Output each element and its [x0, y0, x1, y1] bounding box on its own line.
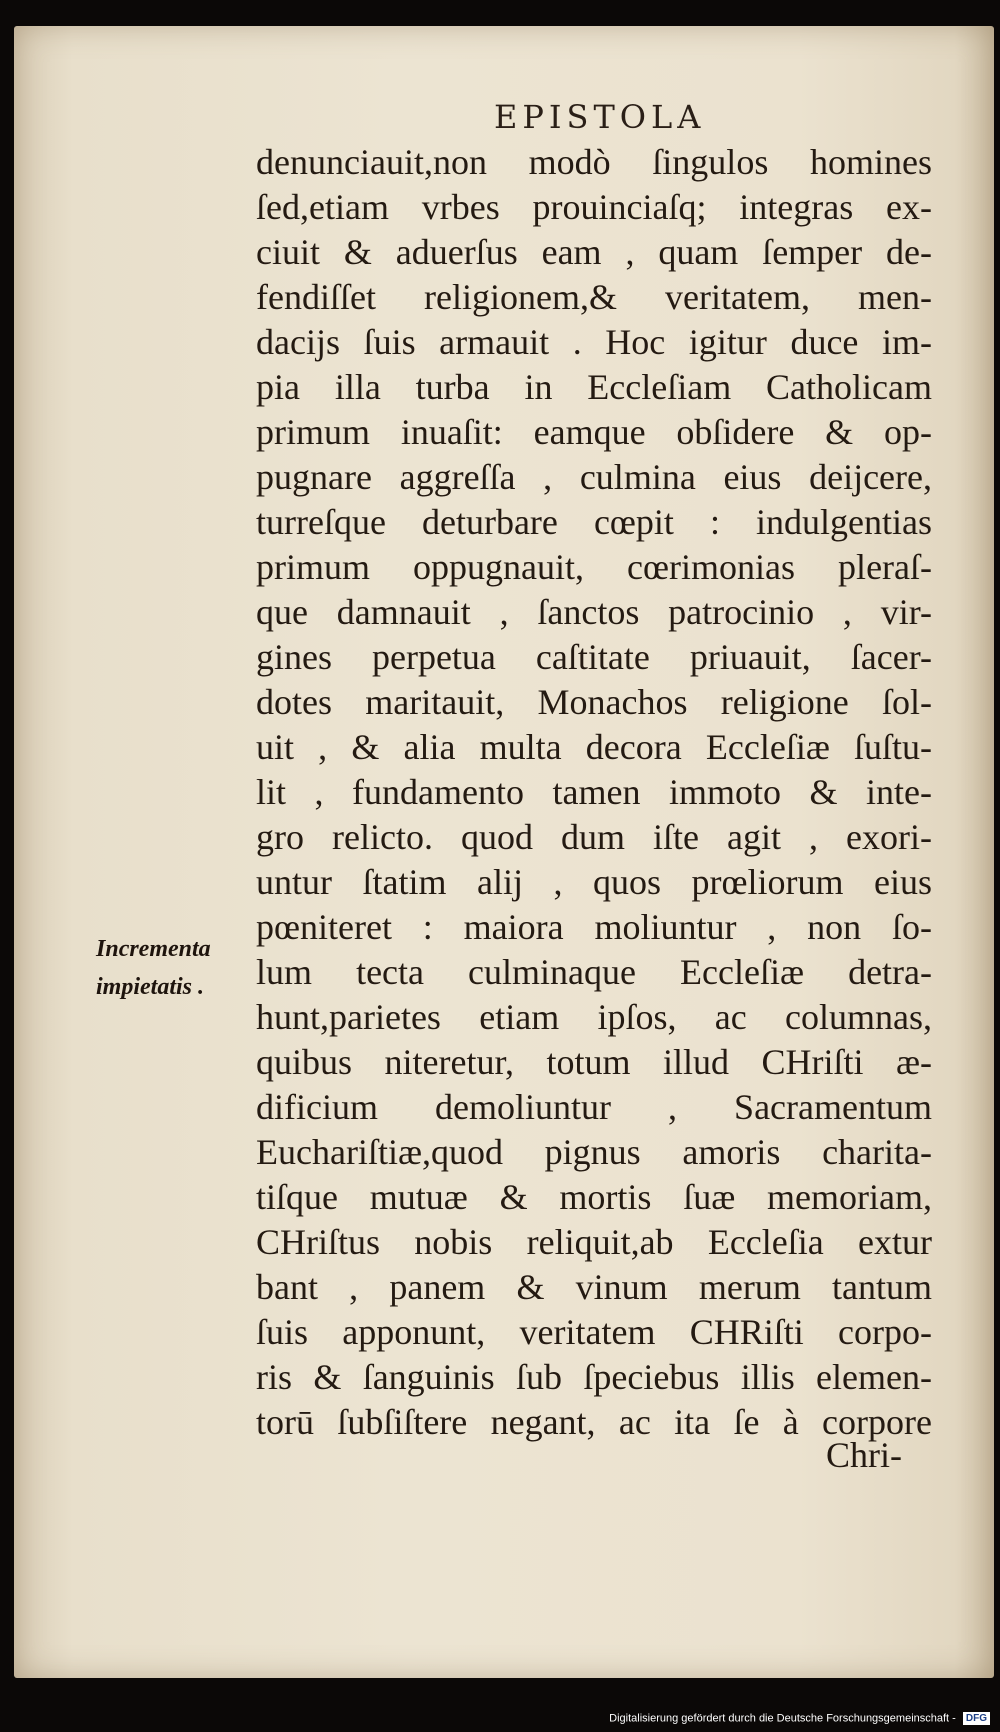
text-line: denunciauit,non modò ſingulos homines [256, 142, 932, 182]
text-line: uit , & alia multa decora Eccleſiæ ſuſtu- [256, 727, 932, 767]
text-line: torū ſubſiſtere negant, ac ita ſe à corpore [256, 1402, 932, 1442]
text-line: pia illa turba in Eccleſiam Catholicam [256, 367, 932, 407]
text-line: gines perpetua caſtitate priuauit, ſacer- [256, 637, 932, 677]
text-line: quibus niteretur, totum illud CHriſti æ- [256, 1042, 932, 1082]
margin-note [96, 930, 211, 1006]
text-line: lum tecta culminaque Eccleſiæ detra- [256, 952, 932, 992]
text-line: lit , fundamento tamen immoto & inte- [256, 772, 932, 812]
text-line: bant , panem & vinum merum tantum [256, 1267, 932, 1307]
catchword: Chri- [826, 1435, 902, 1475]
credit-text: Digitalisierung gefördert durch die Deutsche Forschungsgemeinschaft - [609, 1712, 956, 1725]
text-line: gro relicto. quod dum iſte agit , exori- [256, 817, 932, 857]
body-text [256, 140, 932, 1445]
text-line: ris & ſanguinis ſub ſpeciebus illis elemen- [256, 1357, 932, 1397]
running-head: EPISTOLA [494, 98, 706, 136]
margin-note-line: Incrementa [96, 936, 211, 962]
margin-note-line: impietatis . [96, 974, 204, 1000]
text-line: primum inuaſit: eamque obſidere & op- [256, 412, 932, 452]
dfg-logo-icon: DFG [963, 1712, 990, 1725]
text-line: dacijs ſuis armauit . Hoc igitur duce im- [256, 322, 932, 362]
text-line: pugnare aggreſſa , culmina eius deijcere, [256, 457, 932, 497]
text-line: ſed,etiam vrbes prouinciaſq; integras ex- [256, 187, 932, 227]
text-line: dificium demoliuntur , Sacramentum [256, 1087, 932, 1127]
text-line: ſuis apponunt, veritatem CHRiſti corpo- [256, 1312, 932, 1352]
digitization-credit [609, 1712, 990, 1725]
text-line: pœniteret : maiora moliuntur , non ſo- [256, 907, 932, 947]
text-line: CHriſtus nobis reliquit,ab Eccleſia extur [256, 1222, 932, 1262]
text-line: Euchariſtiæ,quod pignus amoris charita- [256, 1132, 932, 1172]
text-line: tiſque mutuæ & mortis ſuæ memoriam, [256, 1177, 932, 1217]
text-line: que damnauit , ſanctos patrocinio , vir- [256, 592, 932, 632]
text-line: untur ſtatim alij , quos prœliorum eius [256, 862, 932, 902]
text-line: primum oppugnauit, cœrimonias pleraſ- [256, 547, 932, 587]
text-line: turreſque deturbare cœpit : indulgentias [256, 502, 932, 542]
text-line: dotes maritauit, Monachos religione ſol- [256, 682, 932, 722]
text-line: ciuit & aduerſus eam , quam ſemper de- [256, 232, 932, 272]
text-line: fendiſſet religionem,& veritatem, men- [256, 277, 932, 317]
text-line: hunt,parietes etiam ipſos, ac columnas, [256, 997, 932, 1037]
